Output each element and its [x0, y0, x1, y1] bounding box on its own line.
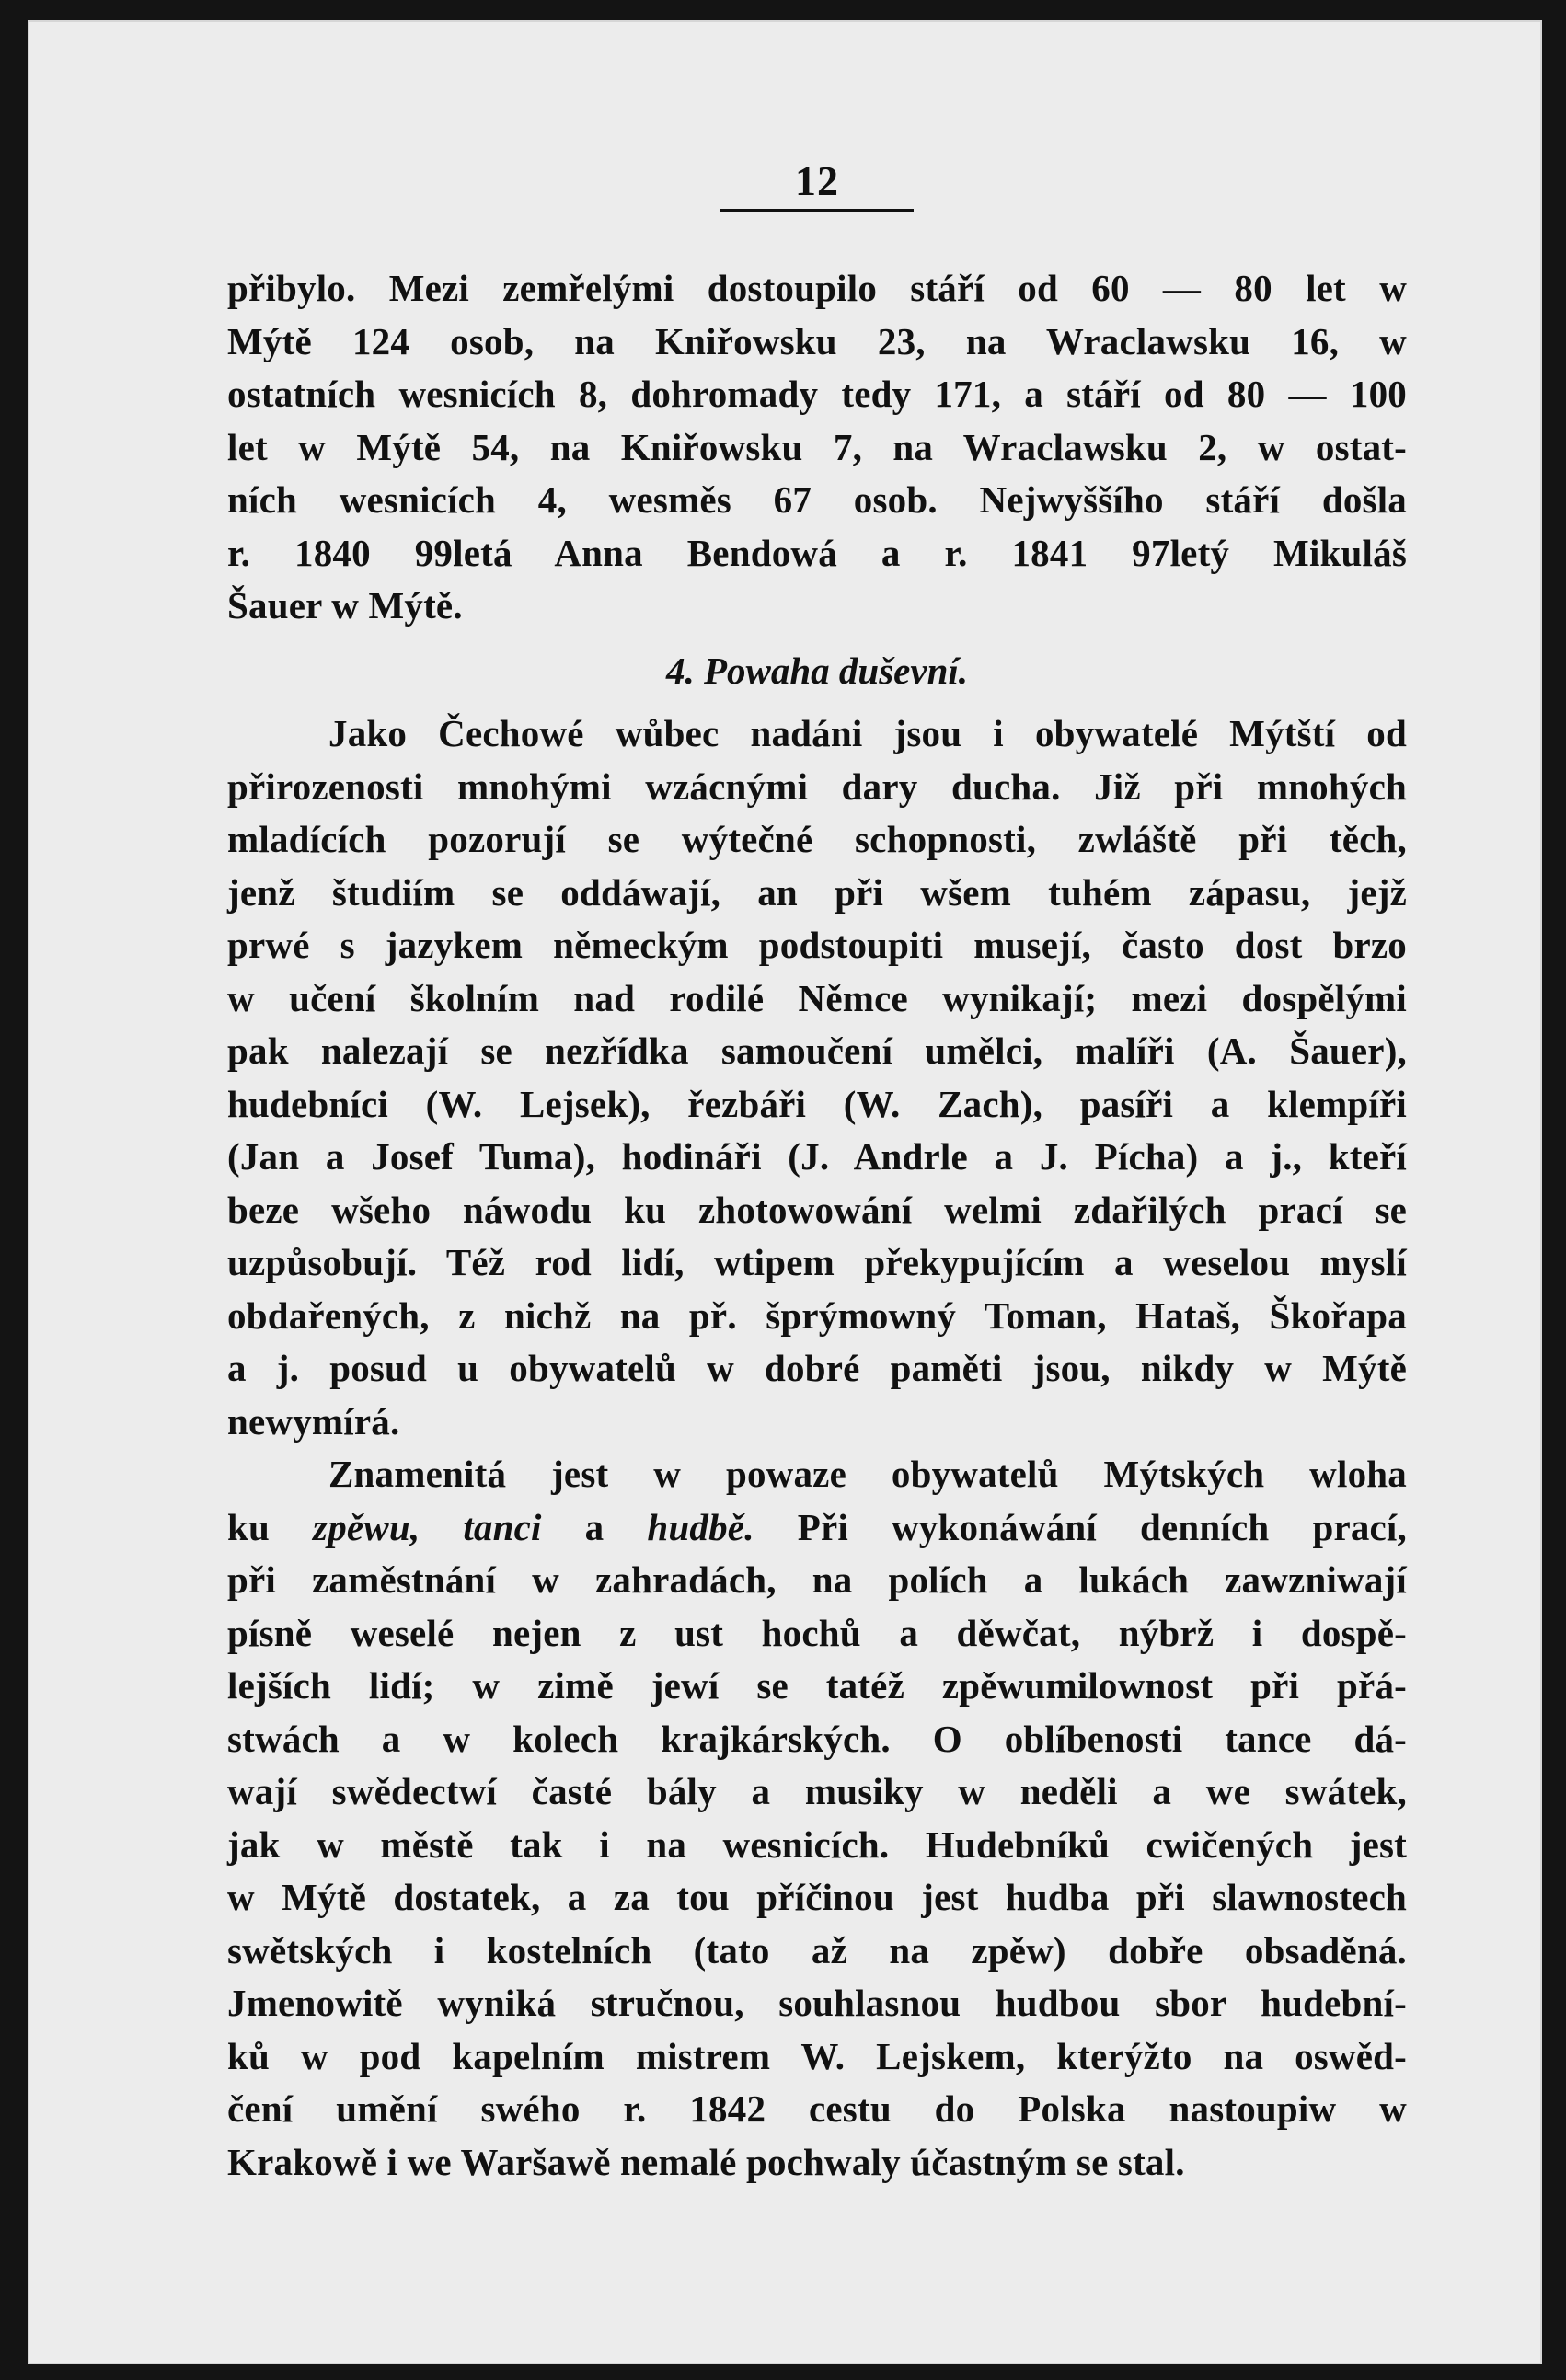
text-line: uzpůsobují. Též rod lidí, wtipem překypujícím a weselou myslí: [227, 1241, 1407, 1283]
text-line: ních wesnicích 4, wesměs 67 osob. Nejwyššího stáří došla: [227, 478, 1407, 521]
paragraph-1: [227, 262, 1407, 633]
page-number: 12: [720, 149, 914, 212]
text-line: čení umění swého r. 1842 cestu do Polska nastoupiw w: [227, 2087, 1407, 2130]
text-line: stwách a w kolech krajkárských. O oblíbenosti tance dá-: [227, 1717, 1407, 1760]
text-line: Mýtě 124 osob, na Kniřowsku 23, na Wraclawsku 16, w: [227, 319, 1407, 362]
text-line: r. 1840 99letá Anna Bendowá a r. 1841 97letý Mikuláš: [227, 531, 1407, 574]
text-line: hudebníci (W. Lejsek), řezbáři (W. Zach), pasíři a klempíři: [227, 1082, 1407, 1125]
text-line: Krakowě i we Waršawě nemalé pochwaly účastným se stal.: [227, 2140, 1185, 2183]
text-line: písně weselé nejen z ust hochů a děwčat, nýbrž i dospě-: [227, 1611, 1407, 1654]
emphasis-singing: zpěwu,: [313, 1505, 420, 1548]
text-line: ostatních wesnicích 8, dohromady tedy 171, a stáří od 80 — 100: [227, 373, 1407, 415]
page-content: [227, 149, 1407, 2189]
text-line: Znamenitá jest w powaze obywatelů Mýtských wloha: [328, 1453, 1407, 1495]
book-page: [28, 20, 1542, 2364]
text-line: swětských i kostelních (tato až na zpěw) dobře obsaděná.: [227, 1928, 1407, 1972]
text-line: a j. posud u obywatelů w dobré paměti jsou, nikdy w Mýtě: [227, 1347, 1407, 1389]
text-line: w učení školním nad rodilé Němce wynikají; mezi dospělými: [227, 976, 1407, 1019]
paragraph-2: [227, 707, 1407, 1448]
text-line: (Jan a Josef Tuma), hodináři (J. Andrle a J. Pícha) a j., kteří: [227, 1135, 1407, 1178]
text-line: beze wšeho náwodu ku zhotowowání welmi zdařilých prací se: [227, 1188, 1407, 1231]
text-line: Šauer w Mýtě.: [227, 584, 463, 627]
text-line: jenž študiím se oddáwají, an při wšem tuhém zápasu, jejž: [227, 870, 1407, 914]
text-fragment: ku: [227, 1505, 271, 1548]
text-line: přibylo. Mezi zemřelými dostoupilo stáří od 60 — 80 let w: [227, 267, 1407, 309]
text-line: prwé s jazykem německým podstoupiti musejí, často dost brzo: [227, 924, 1407, 966]
text-line: lejších lidí; w zimě jewí se tatéž zpěwumilownost při přá-: [227, 1664, 1407, 1707]
text-line: jak w městě tak i na wesnicích. Hudebníků cwičených jest: [227, 1822, 1407, 1866]
text-line: obdařených, z nichž na př. šprýmowný Toman, Hataš, Škořapa: [227, 1293, 1407, 1337]
text-line: wají swědectwí časté bály a musiky w neděli a we swátek,: [227, 1770, 1407, 1812]
emphasis-dance: tanci: [463, 1505, 542, 1548]
section-heading: 4. Powaha duševní.: [665, 649, 969, 692]
text-line: Jmenowitě wyniká stručnou, souhlasnou hudbou sbor hudební-: [227, 1982, 1407, 2024]
emphasis-music: hudbě.: [647, 1505, 754, 1548]
text-line-with-emphasis: [227, 1501, 1407, 1555]
text-line: pak nalezají se nezřídka samoučení umělci, malíři (A. Šauer),: [227, 1029, 1407, 1072]
text-line: let w Mýtě 54, na Kniřowsku 7, na Wraclawsku 2, w ostat-: [227, 425, 1407, 468]
text-fragment: a: [584, 1505, 605, 1548]
text-line: w Mýtě dostatek, a za tou příčinou jest hudba při slawnostech: [227, 1876, 1407, 1918]
text-line: newymírá.: [227, 1399, 400, 1443]
paragraph-3: [227, 1448, 1407, 2189]
text-line: Jako Čechowé wůbec nadáni jsou i obywatelé Mýtští od: [328, 712, 1407, 754]
text-line: ků w pod kapelním mistrem W. Lejskem, kterýžto na oswěd-: [227, 2034, 1407, 2077]
text-line: při zaměstnání w zahradách, na polích a lukách zawzniwají: [227, 1558, 1407, 1601]
text-line: mladících pozorují se wýtečné schopnosti, zwláště při těch,: [227, 818, 1407, 860]
text-fragment: Při wykonáwání denních prací,: [797, 1505, 1407, 1548]
text-line: přirozenosti mnohými wzácnými dary ducha. Již při mnohých: [227, 765, 1407, 808]
